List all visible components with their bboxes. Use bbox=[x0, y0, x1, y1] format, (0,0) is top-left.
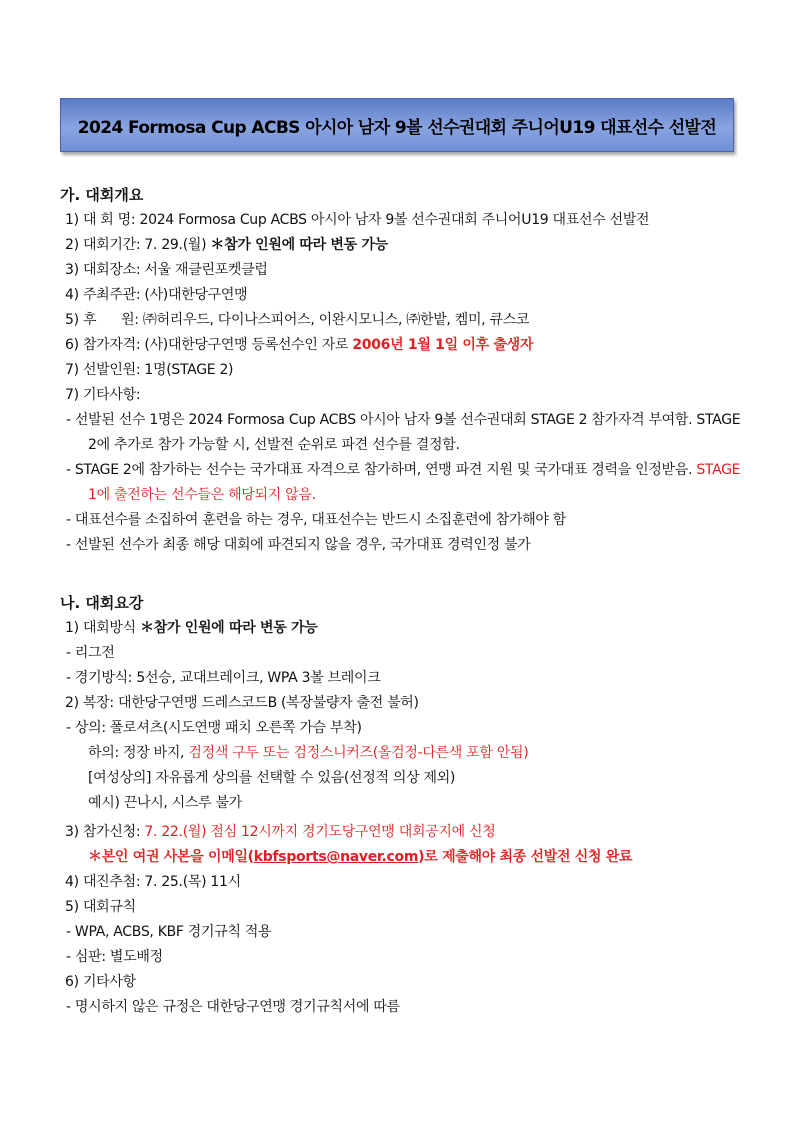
format-note: ＊참가 인원에 따라 변동 가능 bbox=[140, 620, 318, 636]
title-banner bbox=[60, 98, 734, 152]
other-note-3: - 대표선수를 소집하여 훈련을 하는 경우, 대표선수는 반드시 소집훈련에 참가해야 함 bbox=[66, 512, 567, 528]
document-title: 2024 Formosa Cup ACBS 아시아 남자 9볼 선수권대회 주니어U19 대표선수 선발전 bbox=[77, 117, 717, 138]
document-body bbox=[60, 183, 750, 1020]
rules-sub-2: - 심판: 별도배정 bbox=[66, 949, 163, 965]
overview-item-other: 7) 기타사항: bbox=[65, 387, 141, 403]
format-sub-1: - 리그전 bbox=[66, 645, 115, 661]
overview-item-host: 4) 주최주관: (사)대한당구연맹 bbox=[65, 287, 248, 303]
other-sub-1: - 명시하지 않은 규정은 대한당구연맹 경기규칙서에 따름 bbox=[66, 999, 400, 1015]
dress-bottom-red: 검정색 구두 또는 검정스니커즈(올검정-다른색 포함 안됨) bbox=[188, 745, 529, 761]
overview-item-period: 2) 대회기간: 7. 29.(월) ＊참가 인원에 따라 변동 가능 bbox=[65, 237, 388, 253]
outline-item-other: 6) 기타사항 bbox=[65, 974, 136, 990]
email-link[interactable]: kbfsports@naver.com bbox=[253, 849, 419, 865]
outline-item-format: 1) 대회방식 ＊참가 인원에 따라 변동 가능 bbox=[65, 620, 318, 636]
outline-item-apply: 3) 참가신청: 7. 22.(월) 점심 12시까지 경기도당구연맹 대회공지에 신청 bbox=[65, 824, 496, 840]
overview-item-name: 1) 대 회 명: 2024 Formosa Cup ACBS 아시아 남자 9볼 선수권대회 주니어U19 대표선수 선발전 bbox=[65, 212, 650, 228]
eligibility-highlight: 2006년 1월 1일 이후 출생자 bbox=[352, 337, 534, 353]
dress-top: - 상의: 폴로셔츠(시도연맹 패치 오른쪽 가슴 부착) bbox=[66, 720, 362, 736]
overview-item-sponsor: 5) 후 원: ㈜허리우드, 다이나스피어스, 이완시모니스, ㈜한밭, 켐미, 큐스코 bbox=[65, 312, 530, 328]
other-note-2: - STAGE 2에 참가하는 선수는 국가대표 자격으로 참가하며, 연맹 파견 지원 및 국가대표 경력을 인정받음. STAGE 1에 출전하는 선수들은 해당되지 않음. bbox=[66, 462, 741, 503]
other-note-4: - 선발된 선수가 최종 해당 대회에 파견되지 않을 경우, 국가대표 경력인정 불가 bbox=[66, 537, 531, 553]
section-a-heading: 가. 대회개요 bbox=[60, 186, 144, 204]
rules-sub-1: - WPA, ACBS, KBF 경기규칙 적용 bbox=[66, 924, 272, 940]
dress-women: [여성상의] 자유롭게 상의를 선택할 수 있음(선정적 의상 제외) bbox=[88, 770, 456, 786]
overview-item-selection: 7) 선발인원: 1명(STAGE 2) bbox=[65, 362, 234, 378]
outline-item-rules: 5) 대회규칙 bbox=[65, 899, 136, 915]
other-note-1: - 선발된 선수 1명은 2024 Formosa Cup ACBS 아시아 남자 9볼 선수권대회 STAGE 2 참가자격 부여함. STAGE 2에 추가로 참가 가능할 시, 선발전 순위로 파견 선수를 결정함. bbox=[66, 412, 741, 453]
overview-item-eligibility: 6) 참가자격: (사)대한당구연맹 등록선수인 자로 2006년 1월 1일 이후 출생자 bbox=[65, 337, 534, 353]
apply-note: ＊본인 여권 사본을 이메일(kbfsports@naver.com)로 제출해야 최종 선발전 신청 완료 bbox=[88, 849, 633, 865]
overview-item-venue: 3) 대회장소: 서울 재클린포켓클럽 bbox=[65, 262, 268, 278]
outline-item-dress: 2) 복장: 대한당구연맹 드레스코드B (복장불량자 출전 불허) bbox=[65, 695, 419, 711]
outline-item-draw: 4) 대진추첨: 7. 25.(목) 11시 bbox=[65, 874, 241, 890]
other-note-2-red: STAGE 1에 출전하는 선수들은 해당되지 않음. bbox=[88, 462, 741, 503]
section-b-heading: 나. 대회요강 bbox=[60, 594, 144, 612]
apply-deadline: 7. 22.(월) 점심 12시까지 경기도당구연맹 대회공지에 신청 bbox=[144, 824, 496, 840]
dress-bottom: 하의: 정장 바지, 검정색 구두 또는 검정스니커즈(올검정-다른색 포함 안됨) bbox=[88, 745, 529, 761]
dress-example: 예시) 끈나시, 시스루 불가 bbox=[88, 795, 243, 811]
format-sub-2: - 경기방식: 5선승, 교대브레이크, WPA 3볼 브레이크 bbox=[66, 670, 381, 686]
period-note: ＊참가 인원에 따라 변동 가능 bbox=[210, 237, 388, 253]
